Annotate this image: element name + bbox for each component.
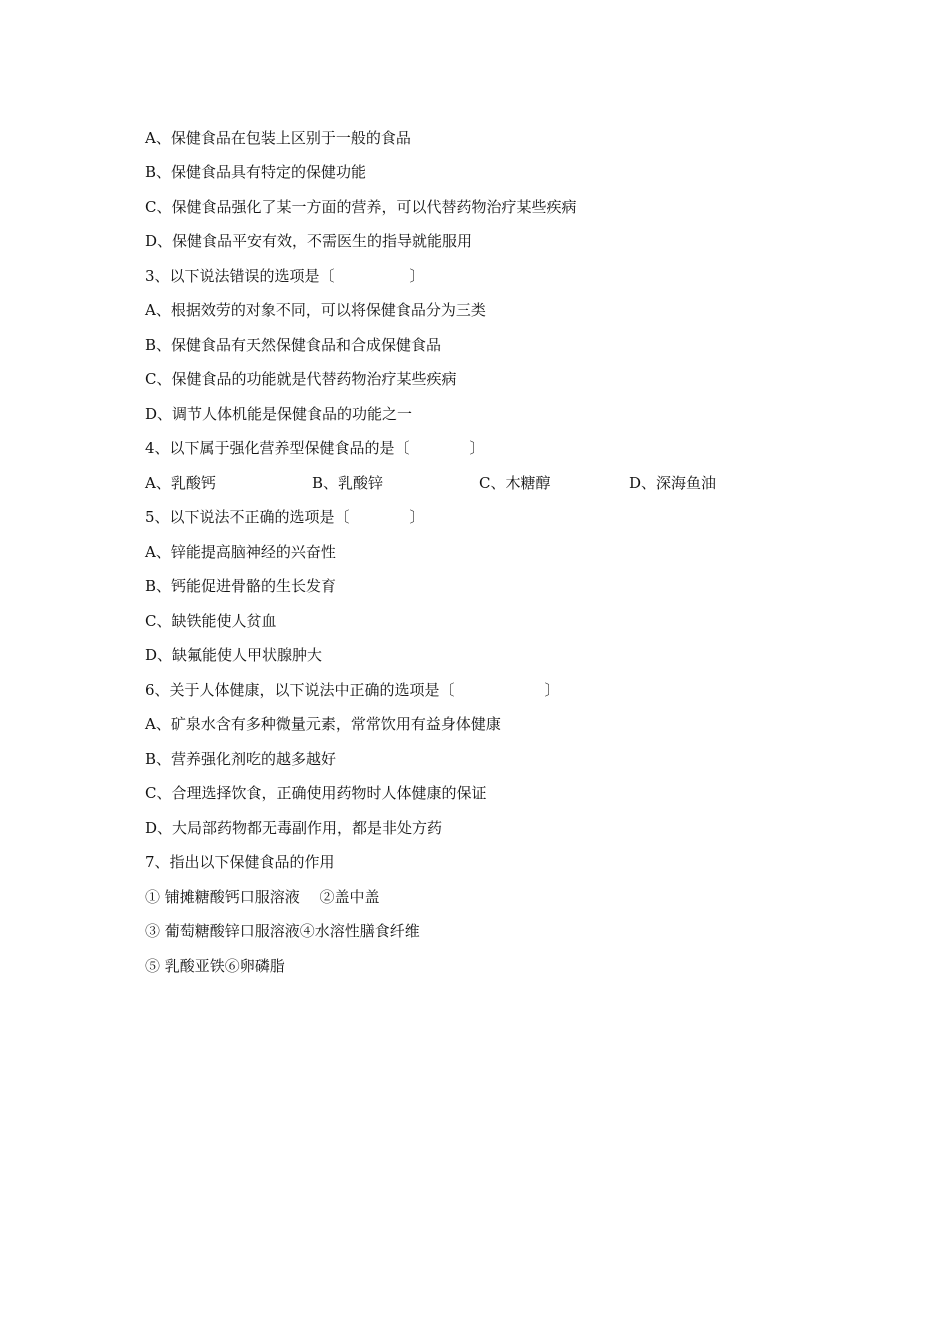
- q7-items-row-1: ① 铺摊糖酸钙口服溶液 ②盖中盖: [145, 888, 380, 906]
- q5-stem: 5、以下说法不正确的选项是〔 〕: [145, 508, 425, 526]
- q7-items-row-3: ⑤ 乳酸亚铁⑥卵磷脂: [145, 957, 285, 975]
- q6-option-a: A、矿泉水含有多种微量元素，常常饮用有益身体健康: [145, 715, 501, 733]
- q5-option-c: C、缺铁能使人贫血: [145, 612, 277, 630]
- q3-option-d: D、调节人体机能是保健食品的功能之一: [145, 405, 413, 423]
- q4-stem: 4、以下属于强化营养型保健食品的是〔 〕: [145, 439, 485, 457]
- q4-option-b: B、乳酸锌: [312, 474, 384, 492]
- q2-option-c: C、保健食品强化了某一方面的营养，可以代替药物治疗某些疾病: [145, 198, 577, 216]
- q2-option-d: D、保健食品平安有效，不需医生的指导就能服用: [145, 232, 473, 250]
- q5-option-b: B、钙能促进骨骼的生长发育: [145, 577, 337, 595]
- q4-option-d: D、深海鱼油: [629, 474, 717, 492]
- q4-options-row: [145, 473, 845, 493]
- q5-option-d: D、缺氟能使人甲状腺肿大: [145, 646, 323, 664]
- q3-option-c: C、保健食品的功能就是代替药物治疗某些疾病: [145, 370, 457, 388]
- q6-option-d: D、大局部药物都无毒副作用，都是非处方药: [145, 819, 443, 837]
- q4-option-c: C、木糖醇: [479, 474, 551, 492]
- q3-option-a: A、根据效劳的对象不同，可以将保健食品分为三类: [145, 301, 486, 319]
- q6-option-c: C、合理选择饮食，正确使用药物时人体健康的保证: [145, 784, 487, 802]
- q6-option-b: B、营养强化剂吃的越多越好: [145, 750, 337, 768]
- q2-option-b: B、保健食品具有特定的保健功能: [145, 163, 367, 181]
- q2-option-a: A、保健食品在包装上区别于一般的食品: [145, 129, 411, 147]
- q7-items-row-2: ③ 葡萄糖酸锌口服溶液④水溶性膳食纤维: [145, 922, 420, 940]
- q5-option-a: A、锌能提高脑神经的兴奋性: [145, 543, 336, 561]
- q3-option-b: B、保健食品有天然保健食品和合成保健食品: [145, 336, 442, 354]
- q3-stem: 3、以下说法错误的选项是〔 〕: [145, 267, 425, 285]
- q4-option-a: A、乳酸钙: [145, 474, 216, 492]
- q7-stem: 7、指出以下保健食品的作用: [145, 853, 335, 871]
- q6-stem: 6、关于人体健康，以下说法中正确的选项是〔 〕: [145, 681, 560, 699]
